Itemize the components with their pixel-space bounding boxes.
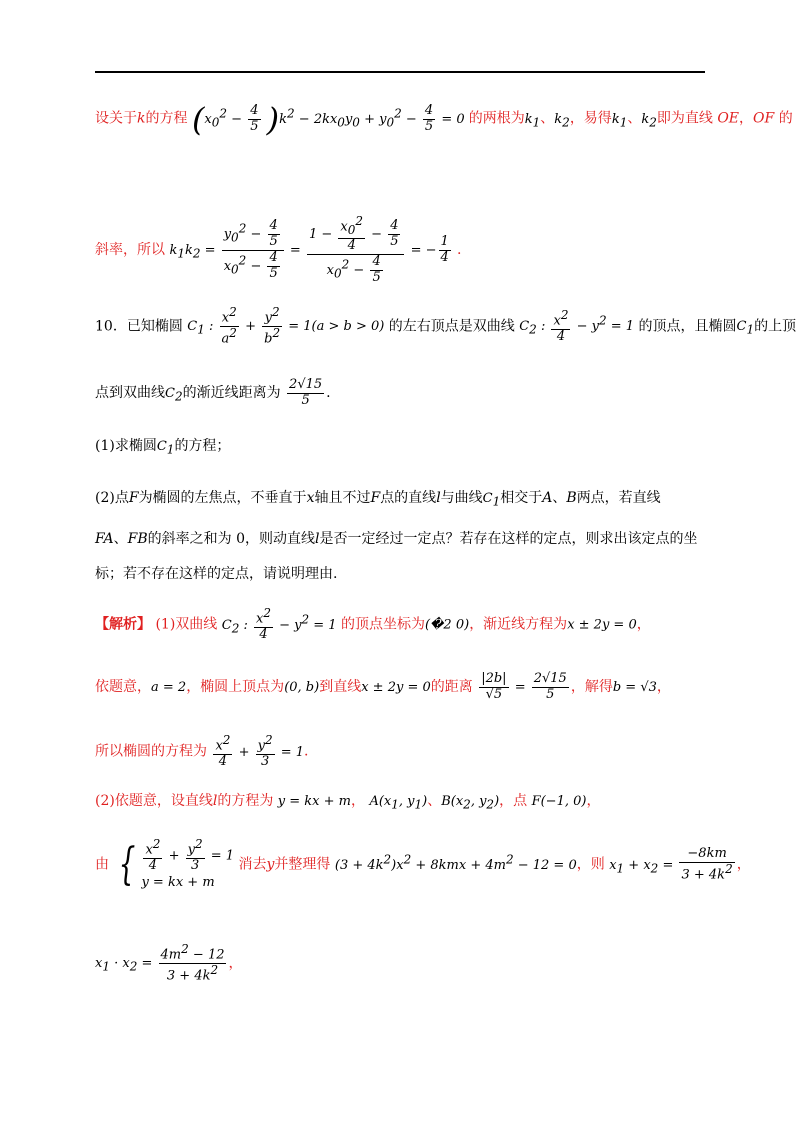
slope-product: $k_1k_2$ = $y_0^2$ − $\frac{4}{5}$ $x_0^2$ − $\frac{4}{5}$ = 1 − $\frac{x_0^2}{4}$ − $\frac{4}{5}$ $x_0^2$ − $\frac{4}{5}$ = − $\frac{1}{4}$ — [169, 214, 449, 285]
solution-part2-line3: $x_1 \cdot x_2$ = $\frac{4m^2 - 12}{3 + 4k^2}$ ， — [95, 942, 243, 984]
quadratic-equation: ($x_0^2$ − $\frac{4}{5}$ )$k^2 - 2kx_0y_0 + y_0^2$ − $\frac{4}{5}$ = 0 — [191, 100, 469, 138]
problem-10-line-1: 10．已知椭圆 $C_1$ : $\frac{x^2}{a^2}$ + $\frac{y^2}{b^2}$ = 1(a > b > 0) 的左右顶点是双曲线 $C_2$ : $\frac{x^2}{4}$ − $y^2 = 1$ 的顶点，且椭圆$C_1$的上顶 — [95, 305, 797, 347]
question-1: (1)求椭圆$C_1$的方程； — [95, 438, 231, 457]
solution-part2-line1: (2)依题意，设直线l的方程为 y = kx + m， $A(x_1$, $y_1$)、$B(x_2$, $y_2$)，点 F(−1, 0)， — [95, 793, 601, 812]
solution-line-2: 斜率，所以 $k_1k_2$ = $y_0^2$ − $\frac{4}{5}$ $x_0^2$ − $\frac{4}{5}$ = 1 − $\frac{x_0^2}{4}$ − $\frac{4}{5}$ $x_0^2$ − $\frac{4}{5}$ = − $\frac{1}{4}$ . — [95, 214, 462, 285]
question-2-line-3: 标；若不存在这样的定点，请说明理由. — [95, 566, 338, 582]
solution-part1-line3: 所以椭圆的方程为 $\frac{x^2}{4}$ + $\frac{y^2}{3}$ = 1. — [95, 733, 309, 770]
solution-line-1: 设关于k的方程 ($x_0^2$ − $\frac{4}{5}$ )$k^2 - 2kx_0y_0 + y_0^2$ − $\frac{4}{5}$ = 0 的两根为$k_1$、$k_2$，易得$k_1$、$k_2$即为直线 OE，OF 的 — [95, 100, 793, 138]
header-rule — [95, 71, 705, 73]
solution-part1-line2: 依题意，a = 2，椭圆上顶点为(0, b)到直线x ± 2y = 0的距离 $\frac{|2b|}{√5}$ = $\frac{2√15}{5}$ ，解得b = √3， — [95, 671, 671, 702]
solution-part1-line1: 【解析】 (1)双曲线 $C_2$ : $\frac{x^2}{4}$ − $y^2 = 1$ 的顶点坐标为(�2 0)，渐近线方程为x ± 2y = 0， — [95, 606, 651, 643]
question-2-line-2: FA、FB的斜率之和为 0，则动直线l是否一定经过一定点？若存在这样的定点，则求出该定点的坐 — [95, 531, 698, 547]
problem-10-line-2: 点到双曲线$C_2$的渐近线距离为 $\frac{2√15}{5}$ . — [95, 377, 331, 408]
solution-part2-line2: 由 { $\frac{x^2}{4}$ + $\frac{y^2}{3}$ = 1 y = kx + m 消去y并整理得 $(3 + 4k^2)x^2 + 8kmx + 4m^2 - 12 = 0$，则 $x_1 + x_2$ = $\frac{-8km}{3 + 4k^2}$ ， — [95, 837, 751, 891]
question-2-line-1: (2)点F为椭圆的左焦点，不垂直于x轴且不过F点的直线l与曲线$C_1$相交于A、B两点，若直线 — [95, 490, 661, 509]
